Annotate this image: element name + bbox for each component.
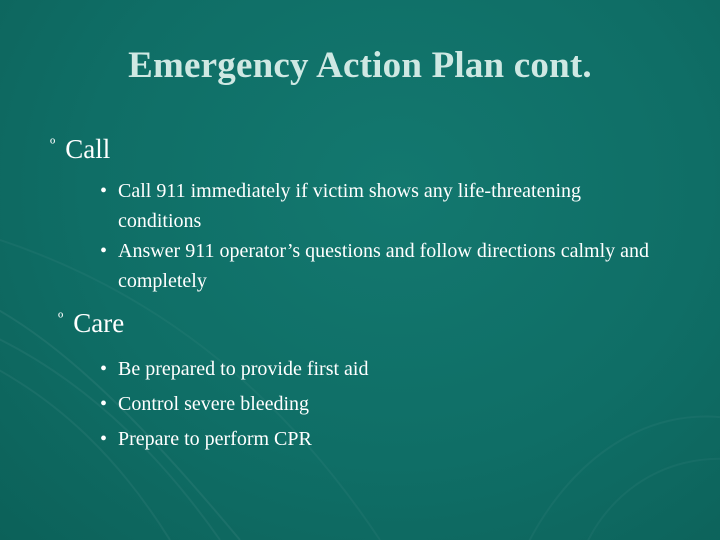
section-call	[50, 134, 690, 296]
bullet-text: Prepare to perform CPR	[118, 428, 312, 450]
bullet-text: Control severe bleeding	[118, 393, 310, 415]
bullet-item	[100, 352, 660, 387]
bullet-dot: •	[100, 393, 108, 415]
bullet-item	[100, 176, 660, 236]
section-marker: º	[50, 135, 56, 154]
bullet-item	[100, 236, 660, 296]
section-heading-call: Call	[65, 134, 111, 164]
bullet-text: Call 911 immediately if victim shows any life-threatening conditions	[118, 180, 582, 232]
bullet-text: Be prepared to provide first aid	[118, 358, 369, 380]
section-marker: º	[58, 309, 64, 328]
section-heading-row	[58, 308, 698, 338]
bullet-list	[100, 352, 660, 457]
bullet-dot: •	[100, 180, 108, 202]
slide-title: Emergency Action Plan cont.	[128, 45, 592, 86]
bullet-dot: •	[100, 428, 108, 450]
bullet-list	[100, 176, 660, 296]
bullet-item	[100, 422, 660, 457]
section-care	[58, 308, 698, 457]
bullet-dot: •	[100, 358, 108, 380]
bullet-dot: •	[100, 240, 108, 262]
section-heading-row	[50, 134, 690, 164]
bullet-item	[100, 387, 660, 422]
bullet-text: Answer 911 operator’s questions and follow directions calmly and completely	[118, 240, 649, 292]
section-heading-care: Care	[73, 308, 125, 338]
